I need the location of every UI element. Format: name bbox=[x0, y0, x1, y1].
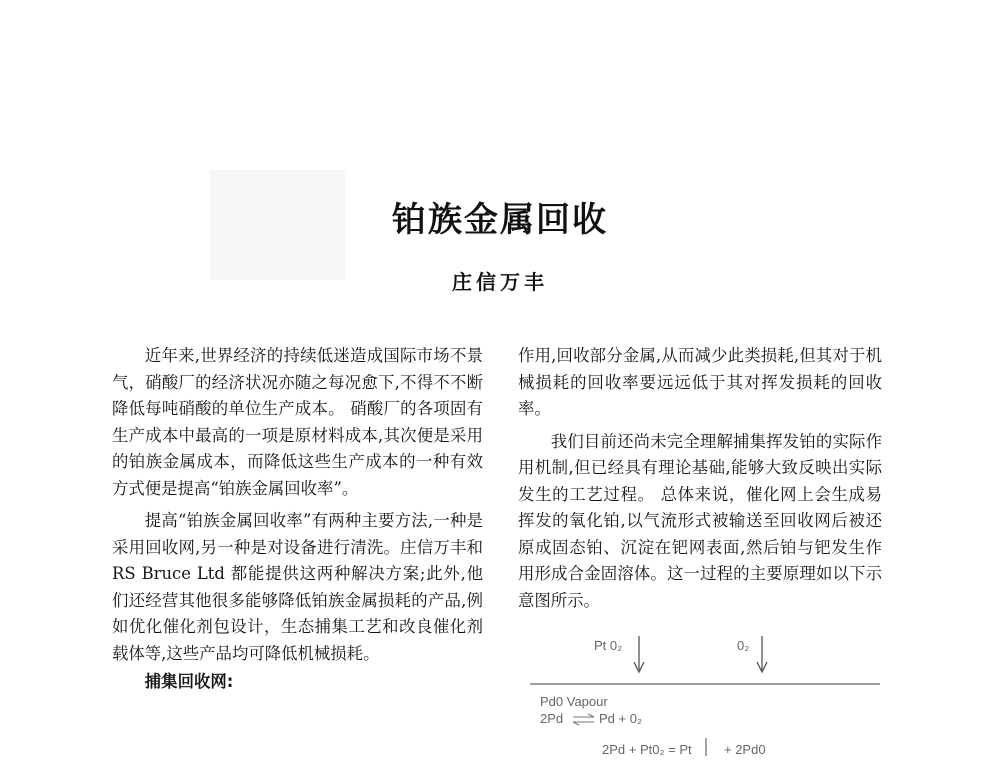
right-paragraph-1: 作用,回收部分金属,从而减少此类损耗,但其对于机械损耗的回收率要远远低于其对挥发损耗的回收率。 bbox=[518, 346, 882, 418]
right-paragraph-2: 我们目前还尚未完全理解捕集挥发铂的实际作用机制,但已经具有理论基础,能够大致反映出实际发生的工艺过程。 总体来说，催化网上会生成易挥发的氧化铂,以气流形式被输送至回收网后被还原成固态铂、沉淀在钯网表面,然后铂与钯发生作用形成合金固溶体。这一过程的主要原理如以下示意图所示。 bbox=[518, 431, 882, 610]
equation-1-left: 2Pd bbox=[540, 711, 564, 726]
reaction-diagram bbox=[518, 630, 888, 760]
vapour-label: Pd0 Vapour bbox=[540, 694, 608, 709]
left-paragraph-1: 近年来,世界经济的持续低迷造成国际市场不景气，硝酸厂的经济状况亦随之每况愈下,不得不不断降低每吨硝酸的单位生产成本。 硝酸厂的各项固有生产成本中最高的一项是原材料成本,其次便是采用的铂族金属成本，而降低这些生产成本的一种有效方式便是提高“铂族金属回收率”。 bbox=[112, 346, 483, 498]
article-title: 铂族金属回收 bbox=[392, 200, 608, 240]
pto2-label: Pt 0₂ bbox=[594, 638, 623, 653]
equilibrium-arrows bbox=[573, 714, 594, 725]
o2-label: 0₂ bbox=[737, 638, 750, 653]
left-column bbox=[112, 343, 483, 696]
equation-2-left: 2Pd + Pt0₂ = Pt bbox=[602, 742, 692, 757]
left-paragraph-2: 提高“铂族金属回收率”有两种主要方法,一种是采用回收网,另一种是对设备进行清洗。庄信万丰和 RS Bruce Ltd 都能提供这两种解决方案;此外,他们还经营其他很多能够降低铂族金属损耗的产品,例如优化催化剂包设计，生态捕集工艺和改良催化剂载体等,这些产品均可降低机械损耗。 bbox=[112, 511, 483, 663]
section-subheading: 捕集回收网: bbox=[144, 672, 234, 691]
article-author: 庄信万丰 bbox=[452, 270, 548, 294]
equation-1-right: Pd + 0₂ bbox=[599, 711, 642, 726]
equation-2-right: + 2Pd0 bbox=[724, 742, 766, 757]
right-column bbox=[518, 343, 882, 614]
